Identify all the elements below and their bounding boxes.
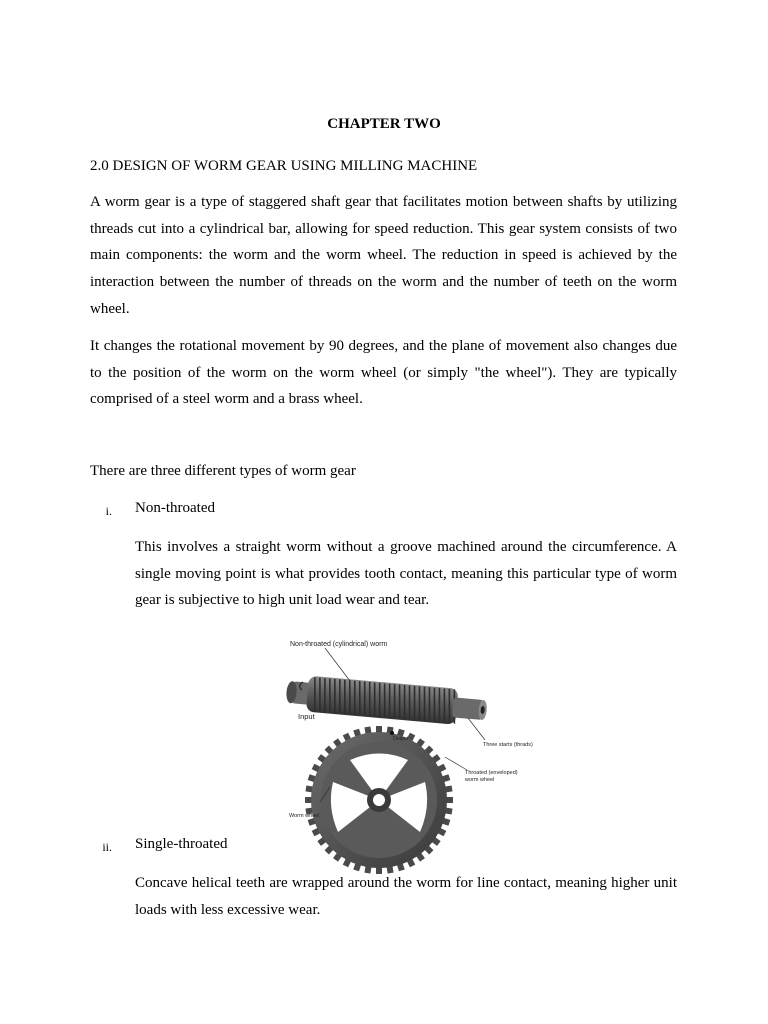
worm-wheel-drawing [305,726,453,874]
figure-label-wheel-1: Throated (enveloped) [465,770,518,776]
paragraph-intro: A worm gear is a type of staggered shaft gear that facilitates motion between shafts by utilizing threads cut into a cylindrical bar, allowing for speed reduction. This gear system consists of two main components: the worm and the worm wheel. The reduction in speed is achieved by the interaction between the number of threads on the worm and the number of teeth on the worm wheel. [90,194,677,317]
list-number: ii. [102,840,112,854]
type-title-non-throated: Non-throated [135,500,215,516]
figure-label-output: Output [393,736,409,742]
worm-gear-figure [275,632,537,819]
type-description-non-throated: This involves a straight worm without a groove machined around the circumference. A single moving point is what provides tooth contact, meaning this particular type of worm gear is subjective to high unit load wear and tear. [135,539,677,609]
types-intro: There are three different types of worm gear [90,463,356,479]
figure-label-worm-wheel: Worm wheel [289,813,320,819]
type-title-single-throated: Single-throated [135,836,228,852]
list-number: i. [105,504,112,518]
chapter-title: CHAPTER TWO [327,116,441,132]
section-heading: 2.0 DESIGN OF WORM GEAR USING MILLING MACHINE [90,158,478,174]
figure-label-wheel-2: worm wheel [465,777,495,783]
figure-label-starts: Three starts (thrads) [483,742,533,748]
figure-label-worm: Non-throated (cylindrical) worm [290,641,388,648]
figure-label-input: Input [298,712,315,721]
type-description-single-throated: Concave helical teeth are wrapped around the worm for line contact, meaning higher unit loads with less excessive wear. [135,875,677,918]
paragraph-rotation: It changes the rotational movement by 90 degrees, and the plane of movement also changes due to the position of the worm on the worm wheel (or simply "the wheel"). They are typically comprised of a steel worm and a brass wheel. [90,338,677,408]
